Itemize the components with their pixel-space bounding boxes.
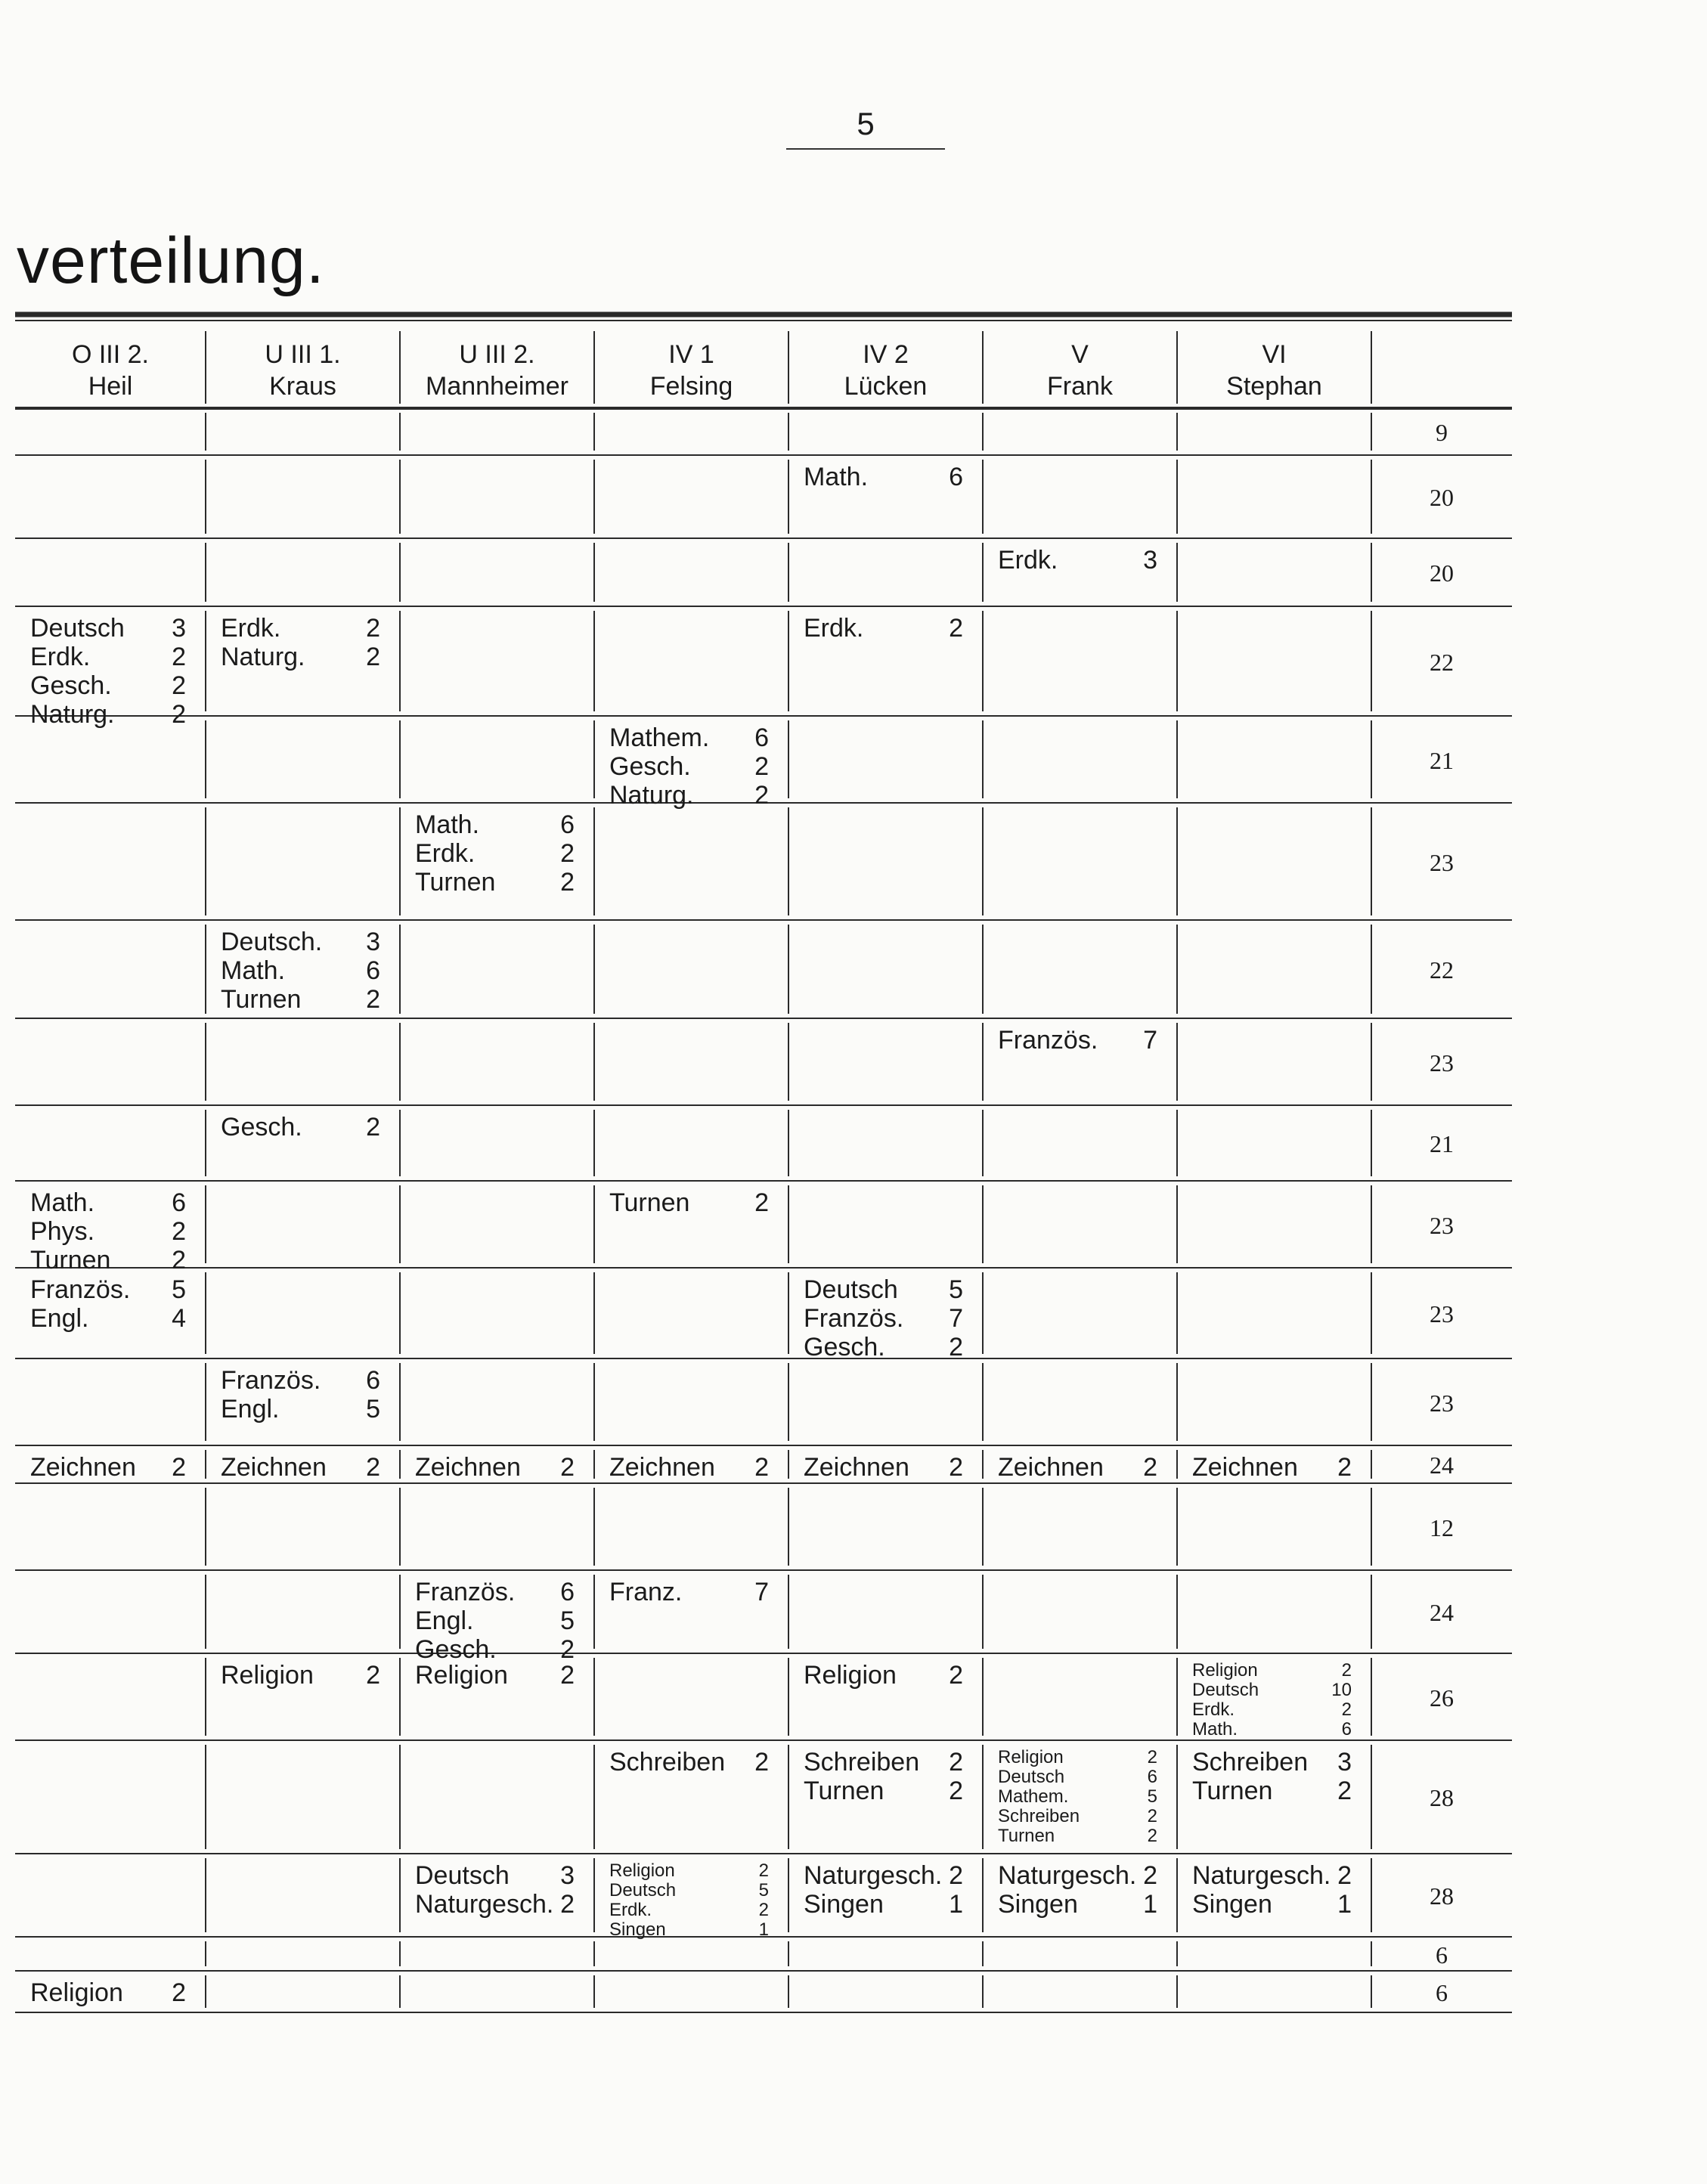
hours-count: 2 [172, 1453, 186, 1482]
hours-count: 10 [1331, 1680, 1352, 1700]
subject-name: Naturg. [609, 781, 694, 810]
page-title: verteilung. [17, 225, 325, 297]
subject-name: Math. [415, 810, 480, 839]
hours-count: 7 [754, 1578, 769, 1606]
hours-count: 2 [560, 1890, 575, 1919]
column-class-label: IV 1 [668, 340, 714, 369]
hours-count: 6 [1147, 1767, 1157, 1787]
hours-count: 2 [560, 1661, 575, 1690]
hours-count: 2 [172, 1246, 186, 1275]
hours-count: 3 [1143, 546, 1157, 575]
hours-count: 2 [758, 1860, 769, 1881]
column-class-label: V [1071, 340, 1089, 369]
hours-count: 5 [560, 1606, 575, 1635]
hours-count: 3 [560, 1861, 575, 1890]
hours-count: 6 [754, 723, 769, 752]
hours-count: 2 [1341, 1699, 1352, 1720]
hours-count: 2 [366, 614, 380, 643]
hours-count: 2 [560, 1453, 575, 1482]
subject-name: Religion [804, 1661, 897, 1690]
subject-name: Zeichnen [998, 1453, 1104, 1482]
subject-name: Turnen [415, 868, 496, 897]
row-total: 12 [1430, 1513, 1454, 1541]
hours-count: 6 [560, 810, 575, 839]
hours-count: 6 [949, 463, 963, 491]
subject-name: Schreiben [998, 1806, 1080, 1826]
subject-name: Religion [1192, 1660, 1258, 1681]
subject-name: Erdk. [415, 839, 476, 868]
hours-count: 2 [949, 1453, 963, 1482]
subject-name: Naturgesch. [804, 1861, 943, 1890]
subject-name: Französ. [30, 1275, 131, 1304]
subject-name: Turnen [221, 985, 302, 1014]
subject-name: Deutsch [1192, 1680, 1259, 1700]
row-total: 22 [1430, 956, 1454, 984]
hours-count: 2 [366, 1661, 380, 1690]
hours-count: 5 [949, 1275, 963, 1304]
row-total: 20 [1430, 484, 1454, 511]
subject-name: Mathem. [998, 1786, 1069, 1807]
page-number-rule [786, 148, 945, 150]
row-total: 23 [1430, 1389, 1454, 1417]
hours-count: 2 [172, 671, 186, 700]
subject-name: Zeichnen [804, 1453, 909, 1482]
column-class-label: O III 2. [71, 340, 150, 369]
subject-name: Gesch. [609, 752, 691, 781]
column-class-label: VI [1262, 340, 1287, 369]
row-total: 28 [1430, 1882, 1454, 1910]
subject-name: Gesch. [804, 1333, 885, 1362]
subject-name: Religion [609, 1860, 675, 1881]
subject-name: Math. [804, 463, 869, 491]
hours-count: 2 [366, 1453, 380, 1482]
hours-count: 3 [1337, 1748, 1352, 1777]
column-class-label: IV 2 [863, 340, 909, 369]
column-teacher-label: Lücken [844, 372, 928, 401]
row-total: 23 [1430, 1049, 1454, 1077]
hours-count: 2 [172, 1978, 186, 2007]
hours-count: 2 [949, 614, 963, 643]
subject-name: Zeichnen [415, 1453, 521, 1482]
subject-name: Gesch. [415, 1635, 497, 1664]
subject-name: Gesch. [221, 1113, 302, 1142]
subject-name: Erdk. [804, 614, 864, 643]
subject-name: Turnen [998, 1826, 1055, 1846]
hours-count: 2 [754, 1188, 769, 1217]
row-total: 28 [1430, 1784, 1454, 1811]
subject-name: Religion [998, 1747, 1064, 1767]
row-total: 23 [1430, 1211, 1454, 1239]
hours-count: 7 [949, 1304, 963, 1333]
subject-name: Erdk. [221, 614, 281, 643]
subject-name: Franz. [609, 1578, 683, 1606]
hours-count: 2 [366, 1113, 380, 1142]
hours-count: 1 [1337, 1890, 1352, 1919]
subject-name: Math. [1192, 1719, 1238, 1739]
hours-count: 2 [1143, 1453, 1157, 1482]
hours-count: 5 [758, 1880, 769, 1901]
hours-count: 2 [172, 1217, 186, 1246]
hours-count: 5 [366, 1395, 380, 1423]
subject-name: Religion [415, 1661, 508, 1690]
subject-name: Engl. [415, 1606, 474, 1635]
hours-count: 2 [758, 1900, 769, 1920]
subject-name: Deutsch [998, 1767, 1065, 1787]
row-total: 20 [1430, 559, 1454, 587]
hours-count: 4 [172, 1304, 186, 1333]
hours-count: 2 [172, 643, 186, 671]
hours-count: 2 [1337, 1777, 1352, 1805]
subject-name: Deutsch [804, 1275, 898, 1304]
subject-name: Turnen [1192, 1777, 1273, 1805]
subject-name: Naturgesch. [1192, 1861, 1331, 1890]
hours-count: 1 [758, 1919, 769, 1940]
hours-count: 2 [1337, 1453, 1352, 1482]
hours-count: 3 [366, 928, 380, 956]
subject-name: Turnen [804, 1777, 884, 1805]
subject-name: Math. [221, 956, 286, 985]
subject-name: Singen [804, 1890, 884, 1919]
hours-count: 2 [1147, 1806, 1157, 1826]
hours-count: 2 [949, 1748, 963, 1777]
column-teacher-label: Mannheimer [426, 372, 568, 401]
hours-count: 7 [1143, 1026, 1157, 1055]
hours-count: 6 [366, 956, 380, 985]
hours-count: 2 [1143, 1861, 1157, 1890]
subject-name: Französ. [998, 1026, 1098, 1055]
column-teacher-label: Kraus [269, 372, 336, 401]
subject-name: Singen [609, 1919, 666, 1940]
subject-name: Naturg. [30, 700, 115, 729]
column-teacher-label: Stephan [1226, 372, 1322, 401]
hours-count: 2 [1147, 1747, 1157, 1767]
hours-count: 6 [1341, 1719, 1352, 1739]
hours-count: 6 [560, 1578, 575, 1606]
subject-name: Schreiben [609, 1748, 726, 1777]
subject-name: Erdk. [609, 1900, 652, 1920]
row-total: 6 [1436, 1978, 1448, 2006]
hours-count: 2 [366, 985, 380, 1014]
hours-count: 2 [1341, 1660, 1352, 1681]
subject-name: Naturgesch. [998, 1861, 1137, 1890]
subject-name: Schreiben [804, 1748, 920, 1777]
subject-name: Zeichnen [30, 1453, 136, 1482]
hours-count: 2 [366, 643, 380, 671]
row-total: 23 [1430, 1300, 1454, 1327]
hours-count: 2 [949, 1661, 963, 1690]
subject-name: Zeichnen [609, 1453, 715, 1482]
hours-count: 1 [949, 1890, 963, 1919]
hours-count: 2 [754, 781, 769, 810]
subject-name: Französ. [415, 1578, 516, 1606]
hours-count: 2 [754, 1748, 769, 1777]
subject-name: Religion [221, 1661, 314, 1690]
hours-count: 5 [172, 1275, 186, 1304]
subject-name: Schreiben [1192, 1748, 1309, 1777]
subject-name: Turnen [609, 1188, 690, 1217]
row-total: 6 [1436, 1941, 1448, 1969]
hours-count: 2 [949, 1861, 963, 1890]
row-total: 9 [1436, 419, 1448, 446]
subject-name: Mathem. [609, 723, 710, 752]
hours-count: 2 [754, 1453, 769, 1482]
page-number: 5 [857, 106, 875, 141]
subject-name: Erdk. [998, 546, 1058, 575]
row-total: 24 [1430, 1451, 1454, 1479]
subject-name: Turnen [30, 1246, 111, 1275]
subject-name: Deutsch. [221, 928, 323, 956]
subject-name: Math. [30, 1188, 95, 1217]
row-total: 21 [1430, 746, 1454, 774]
subject-name: Französ. [804, 1304, 904, 1333]
subject-name: Erdk. [30, 643, 91, 671]
hours-count: 2 [949, 1333, 963, 1362]
subject-name: Deutsch [415, 1861, 510, 1890]
subject-name: Religion [30, 1978, 123, 2007]
hours-count: 2 [754, 752, 769, 781]
subject-name: Deutsch [30, 614, 125, 643]
row-total: 24 [1430, 1599, 1454, 1626]
hours-count: 2 [949, 1777, 963, 1805]
column-class-label: U III 2. [459, 340, 535, 369]
row-total: 21 [1430, 1130, 1454, 1157]
hours-count: 2 [560, 1635, 575, 1664]
row-total: 26 [1430, 1684, 1454, 1712]
hours-count: 2 [560, 839, 575, 868]
subject-name: Naturgesch. [415, 1890, 554, 1919]
subject-name: Zeichnen [1192, 1453, 1298, 1482]
hours-count: 2 [1337, 1861, 1352, 1890]
hours-count: 1 [1143, 1890, 1157, 1919]
subject-name: Naturg. [221, 643, 305, 671]
subject-name: Deutsch [609, 1880, 677, 1901]
subject-name: Zeichnen [221, 1453, 327, 1482]
subject-name: Singen [998, 1890, 1078, 1919]
hours-count: 2 [560, 868, 575, 897]
subject-name: Gesch. [30, 671, 112, 700]
subject-name: Singen [1192, 1890, 1272, 1919]
hours-count: 5 [1147, 1786, 1157, 1807]
column-class-label: U III 1. [265, 340, 341, 369]
subject-name: Engl. [221, 1395, 280, 1423]
hours-count: 2 [172, 700, 186, 729]
column-teacher-label: Frank [1047, 372, 1113, 401]
subject-name: Engl. [30, 1304, 89, 1333]
hours-count: 3 [172, 614, 186, 643]
subject-name: Französ. [221, 1366, 321, 1395]
row-total: 22 [1430, 648, 1454, 676]
column-teacher-label: Felsing [649, 372, 733, 401]
teaching-distribution-table [15, 311, 1512, 2012]
hours-count: 2 [1147, 1826, 1157, 1846]
hours-count: 6 [366, 1366, 380, 1395]
subject-name: Phys. [30, 1217, 95, 1246]
hours-count: 6 [172, 1188, 186, 1217]
subject-name: Erdk. [1192, 1699, 1235, 1720]
column-teacher-label: Heil [88, 372, 133, 401]
row-total: 23 [1430, 848, 1454, 876]
